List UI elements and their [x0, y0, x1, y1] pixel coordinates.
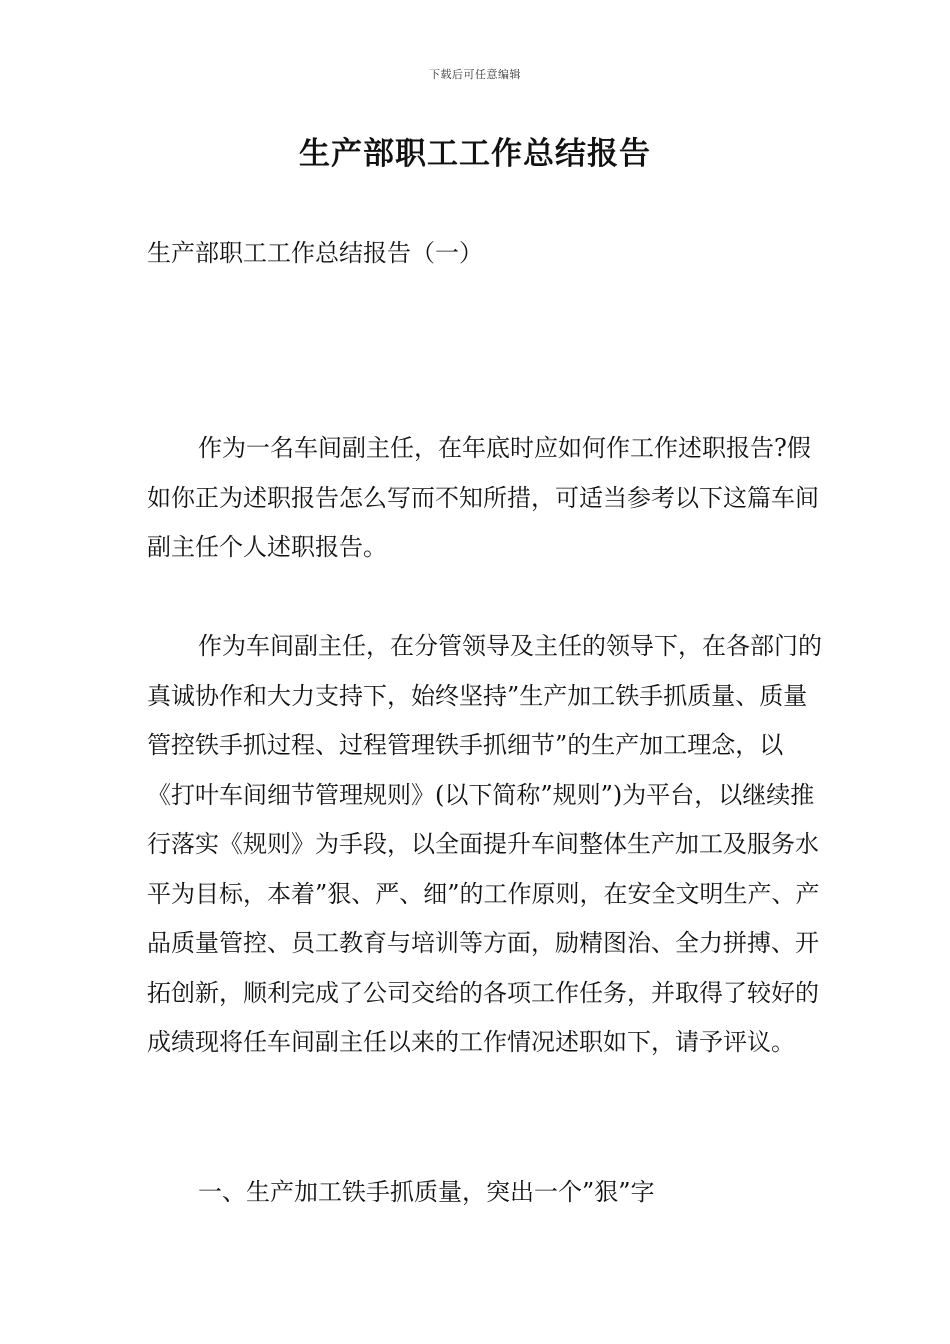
document-subtitle: 生产部职工工作总结报告（一）: [147, 239, 483, 267]
body-paragraph: 作为车间副主任，在分管领导及主任的领导下，在各部门的真诚协作和大力支持下，始终坚持”生产加工铁手抓质量、质量管控铁手抓过程、过程管理铁手抓细节”的生产加工理念，以《打叶车间细节管理规则》(以下简称”规则”)为平台，以继续推行落实《规则》为手段，以全面提升车间整体生产加工及服务水平为目标，本着”狠、严、细”的工作原则，在安全文明生产、产品质量管控、员工教育与培训等方面，励精图治、全力拼搏、开拓创新，顺利完成了公司交给的各项工作任务，并取得了较好的成绩现将任车间副主任以来的工作情况述职如下，请予评议。: [147, 632, 822, 1056]
intro-paragraph: 作为一名车间副主任，在年底时应如何作工作述职报告?假如你正为述职报告怎么写而不知所措，可适当参考以下这篇车间副主任个人述职报告。: [147, 434, 819, 561]
section-heading: 一、生产加工铁手抓质量，突出一个”狠”字: [198, 1178, 655, 1206]
header-note: 下载后可任意编辑: [429, 68, 521, 81]
document-title: 生产部职工工作总结报告: [299, 136, 651, 172]
